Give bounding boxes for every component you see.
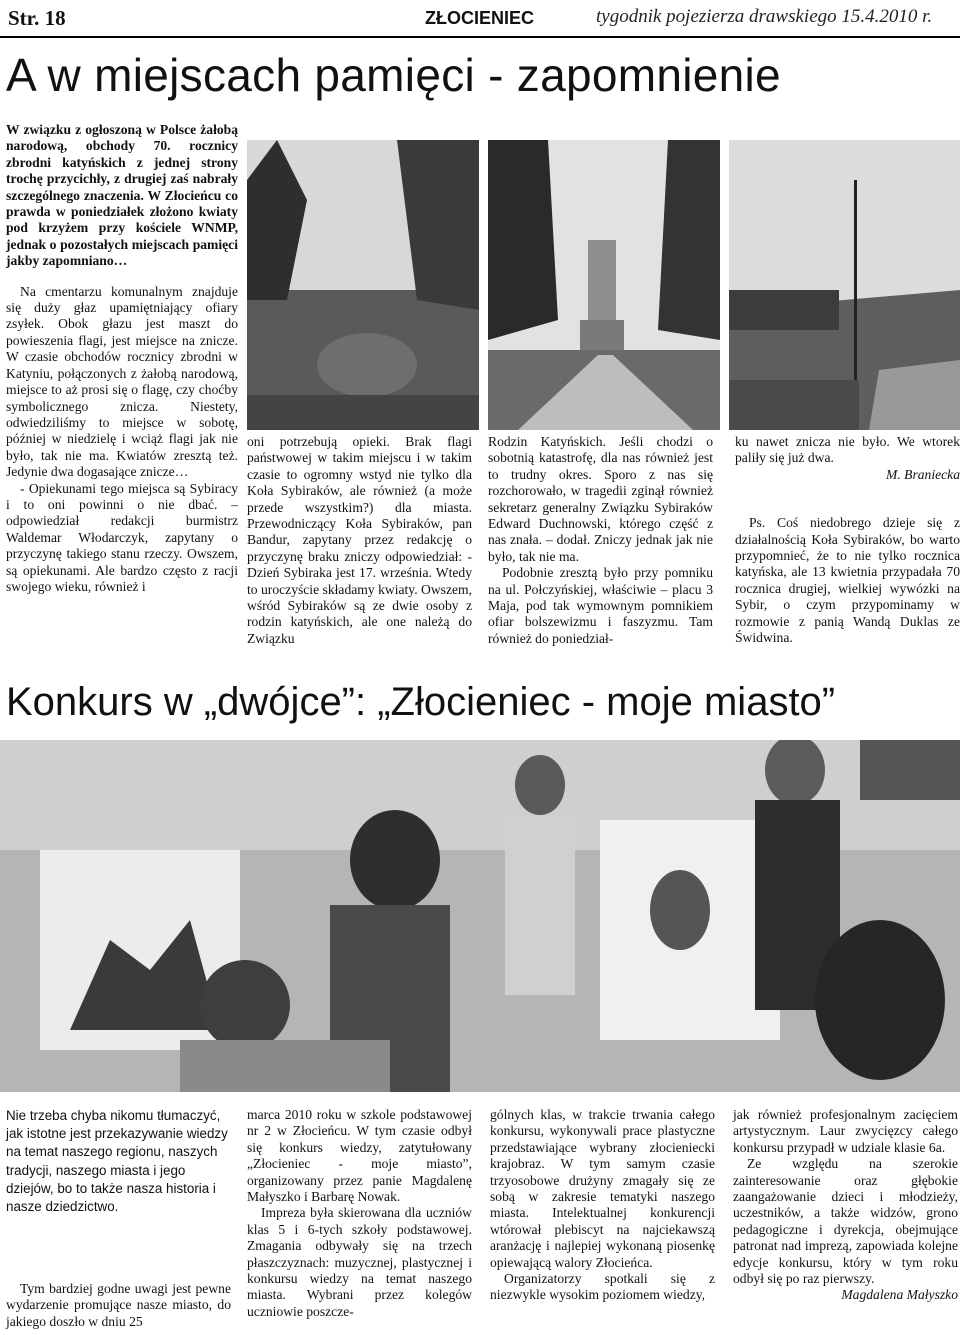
article2-paragraph: marca 2010 roku w szkole podstawowej nr 2 w Złocieńcu. W tym czasie odbył się konkurs wiedzy, zatytułowany „Złocieniec - moje miasto”, organizowany przez panie Magdalenę Małyszko i Barbarę Nowak. [247,1107,472,1205]
children-painting-photo [0,740,960,1092]
article1-paragraph: Rodzin Katyńskich. Jeśli chodzi o sobotnią katastrofę, dla nas również jest to trudny okres. Sporo z nas się rozchorowało, w tragedii zginął również sekretarz generalny Związku Sybiraków Edward Duchnowski, którego część z nas znała. – dodał. Zniczy jednak jak nie było, tak nie ma. [488,434,713,564]
article1-headline: A w miejscach pamięci - zapomnienie [6,49,781,101]
article2-column-2 [247,1107,472,1320]
article2-paragraph: Impreza była skierowana dla uczniów klas 5 i 6-tych szkoły podstawowej. Zmagania odbywały się na trzech płaszczyznach: muzycznej, plastycznej i konkursu wiedzy na temat naszego miasta. Wybrani przez kolegów uczniowie poszcze- [247,1205,472,1319]
article2-column-3 [490,1107,715,1304]
header-rule [0,36,960,38]
monument-square-photo [488,140,720,430]
article1-paragraph: - Opiekunami tego miejsca są Sybiracy i to oni powinni o nie dbać. – odpowiedział redakcji burmistrz Waldemar Włodarczyk, zapytany o przyczynę takiego stanu rzeczy. Owszem, są opiekunami. Ale bardzo często z racji swojego wieku, również i [6,480,238,594]
cemetery-flagpole-photo [729,140,960,430]
article1-column-2 [247,434,472,647]
article2-paragraph: Nie trzeba chyba nikomu tłumaczyć, jak istotne jest przekazywanie wiedzy na temat naszego regionu, naszych tradycji, naszego miasta i jego dziejów, bo to także nasza historia i nasze dziedzictwo. [6,1108,228,1215]
article2-paragraph: gólnych klas, w trakcie trwania całego konkursu, wykonywali prace plastyczne przedstawiające wybrany złocieniecki krajobraz. W tym samym czasie trzyosobowe drużyny zmagały się ze sobą w zakresie tematyki naszego miasta. Intelektualnej konkurencji wtórował plebiscyt na najciekawszą aranżację i najlepiej wykonaną piosenkę opiewającą walory Złocieńca. [490,1107,715,1270]
article2-author: Magdalena Małyszko [841,1287,958,1303]
cemetery-boulder-photo [247,140,479,430]
newspaper-name: ZŁOCIENIEC [425,8,535,28]
article1-paragraph: Na cmentarzu komunalnym znajduje się duży głaz upamiętniający ofiary zsyłek. Obok głazu jest maszt do powieszenia flagi, jest miejsce na znicze. W czasie obchodów rocznicy zbrodni w Katyniu, połączonych z żałobą narodową, miejsce to aż prosi się o flagę, czy choćby symbolicznego znicza. Niestety, odwiedziliśmy to miejsce w sobotę, później w niedzielę i wciąż flagi jak nie było, tak nie ma. Kwiatów zresztą też. Jedynie dwa dogasające znicze… [6,283,238,480]
article2-paragraph: Organizatorzy spotkali się z niezwykle wysokim poziomem wiedzy, [490,1271,715,1303]
article1-column-1 [6,122,238,595]
article2-column-1-continued [6,1281,231,1330]
article1-lead: W związku z ogłoszoną w Polsce żałobą narodową, obchody 70. rocznicy zbrodni katyńskich z jednej strony trochę przycichły, z drugiej zaś nabrały szczególnego znaczenia. W Złocieńcu co prawda w poniedziałek złożono kwiaty pod krzyżem przy kościele WNMP, jednak o pozostałych miejscach pamięci jakby zapomniano… [6,122,238,269]
article2-paragraph: Tym bardziej godne uwagi jest pewne wydarzenie promujące nasze miasto, do jakiego doszło w dniu 25 [6,1281,231,1329]
page-number: Str. 18 [8,6,66,30]
article1-column-3 [488,434,713,647]
article2-column-4 [733,1107,958,1304]
article1-paragraph: ku nawet znicza nie było. We wtorek paliły się już dwa. [735,434,960,466]
article1-paragraph: Podobnie zresztą było przy pomniku na ul. Połczyńskiej, właściwie – placu 3 Maja, pod tak wymownym pomnikiem ofiar bolszewizmu i faszyzmu. Tam również do poniedział- [488,565,713,646]
issue-info: tygodnik pojezierza drawskiego 15.4.2010 r. [596,6,933,27]
article2-headline: Konkurs w „dwójce”: „Złocieniec - moje miasto” [6,680,836,724]
article1-column-4 [735,434,960,646]
article2-column-1 [6,1107,231,1216]
article2-paragraph: Ze względu na szerokie zainteresowanie oraz głębokie zaangażowanie dzieci i młodzieży, uczestników, a także widzów, grono pedagogiczne i dyrekcja, obejmujące patronat nad imprezą, zapowiada kolejne edycje konkursu, który w tym roku odbył się po raz pierwszy. [733,1156,958,1287]
article1-author: M. Braniecka [886,466,960,482]
article1-paragraph: oni potrzebują opieki. Brak flagi państwowej w takim miejscu i w takim czasie to ogromny wstyd nie tylko dla Koła Sybiraków, ale również (a może przede wszystkim?) dla miasta. Przewodniczący Koła Sybiraków, pan Bandur, zapytany przez redakcję o przyczynę braku zniczy odpowiedział: - Dzień Sybiraka jest 17. września. Wtedy to uroczyście składamy kwiaty. Owszem, wśród Sybiraków są ze dwie osoby z rodzin katyńskich, ale one należą do Związku [247,434,472,646]
article1-postscript: Ps. Coś niedobrego dzieje się z działalnością Koła Sybiraków, bo warto przypomnieć, że to nie tylko rocznica katyńska, ale 13 kwietnia przypadała 70 rocznica drugiej, wielkiej wywózki na Sybir, o czym przypominamy w rozmowie z panią Wandą Duklas ze Świdwina. [735,515,960,646]
article2-paragraph: jak również profesjonalnym zacięciem artystycznym. Laur zwycięzcy całego konkursu przypadł w udziale klasie 6a. [733,1107,958,1155]
